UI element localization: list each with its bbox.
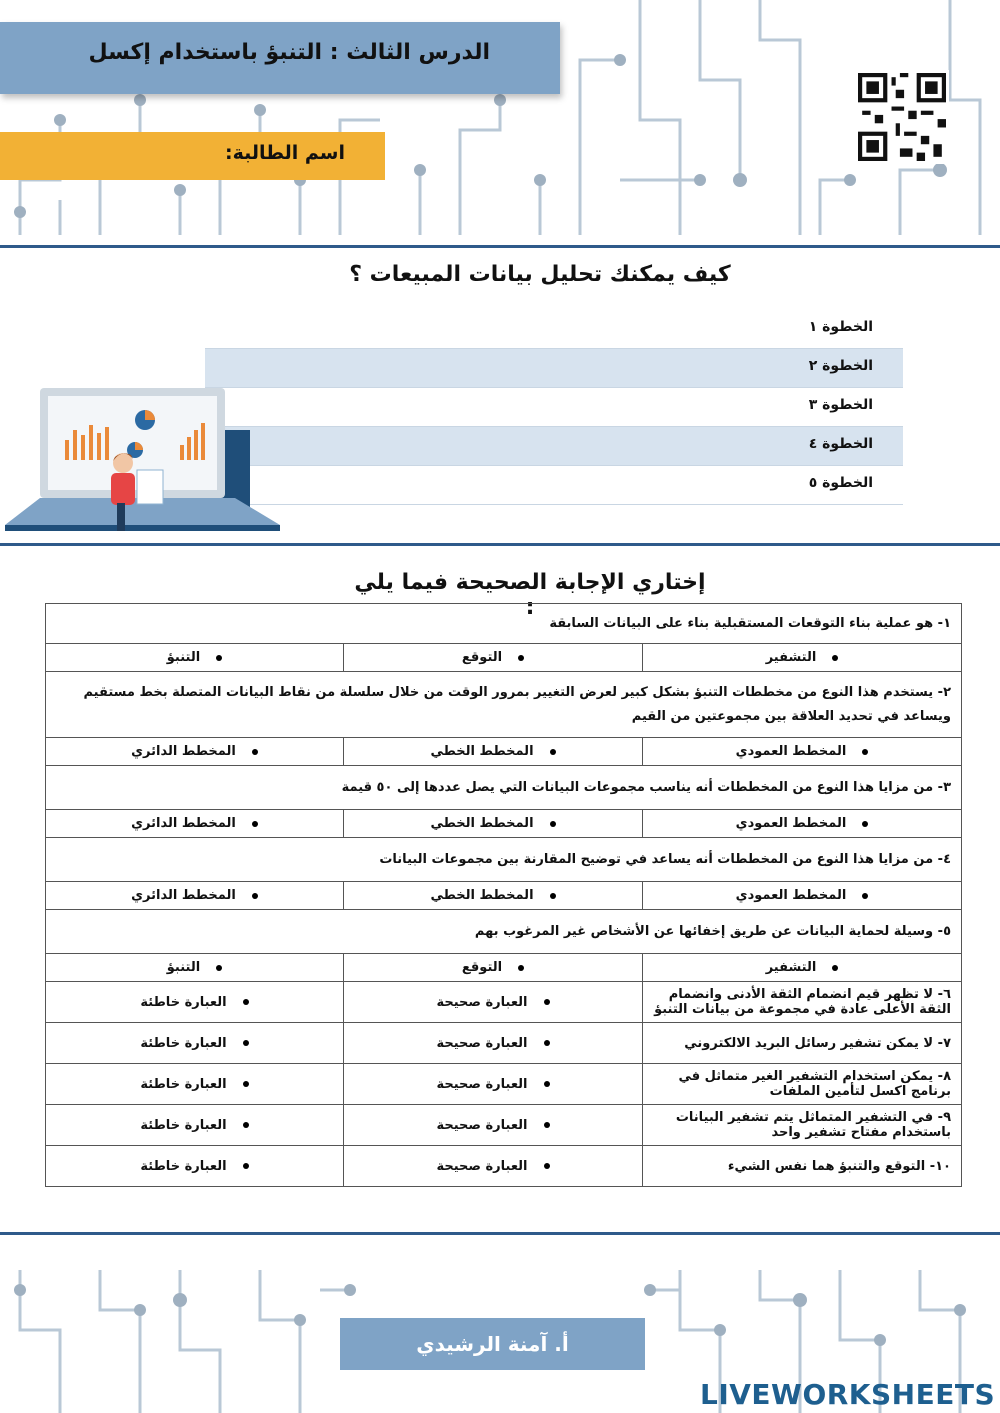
- lesson-title-banner: [0, 22, 560, 94]
- liveworksheets-logo: LIVEWORKSHEETS: [700, 1378, 996, 1411]
- option[interactable]: التوقع: [344, 644, 643, 672]
- option[interactable]: التنبؤ: [46, 954, 344, 982]
- tf-option-true[interactable]: العبارة صحيحة: [344, 1146, 643, 1187]
- student-name-label: اسم الطالبة:: [224, 142, 345, 164]
- option[interactable]: المخطط الدائري: [46, 810, 344, 838]
- tf-option-false[interactable]: العبارة خاطئة: [46, 1105, 344, 1146]
- option[interactable]: التنبؤ: [46, 644, 344, 672]
- tf-option-false[interactable]: العبارة خاطئة: [46, 1146, 344, 1187]
- section-title-sales: كيف يمكنك تحليل بيانات المبيعات ؟: [349, 262, 731, 287]
- question-text: ٧- لا يمكن تشفير رسائل البريد الالكتروني: [643, 1023, 962, 1064]
- question-text: ٦- لا تظهر قيم انضمام الثقة الأدنى وانضمام الثقة الأعلى عادة في مجموعة من بيانات التنبؤ: [643, 982, 962, 1023]
- lesson-title: الدرس الثالث : التنبؤ باستخدام إكسل: [88, 40, 490, 65]
- question-text: ٥- وسيلة لحماية البيانات عن طريق إخفائها عن الأشخاص غير المرغوب بهم: [46, 910, 962, 954]
- table-row: [46, 672, 962, 738]
- table-row: [46, 604, 962, 644]
- divider: [0, 543, 1000, 546]
- tf-option-true[interactable]: العبارة صحيحة: [344, 982, 643, 1023]
- option[interactable]: المخطط العمودي: [643, 738, 962, 766]
- question-text: ٨- يمكن استخدام التشفير الغير متماثل في برنامج اكسل لتأمين الملفات: [643, 1064, 962, 1105]
- option[interactable]: التشفير: [643, 644, 962, 672]
- question-text: ٢- يستخدم هذا النوع من مخططات التنبؤ بشكل كبير لعرض التغيير بمرور الوقت من خلال سلسلة من نقاط البيانات المتصلة بخط مستقيم ويساعد في تحديد العلاقة بين مجموعتين من القيم: [46, 672, 962, 738]
- qr-code-icon: [855, 70, 949, 164]
- table-row: [46, 838, 962, 882]
- question-text: ١٠- التوقع والتنبؤ هما نفس الشيء: [643, 1146, 962, 1187]
- table-row: [46, 982, 962, 1023]
- table-row: [46, 738, 962, 766]
- table-row: [46, 954, 962, 982]
- list-item: الخطوة ٥: [205, 466, 903, 505]
- question-text: ٣- من مزايا هذا النوع من المخططات أنه يناسب مجموعات البيانات التي يصل عددها إلى ٥٠ قيمة: [46, 766, 962, 810]
- table-row: [46, 910, 962, 954]
- option[interactable]: المخطط الخطي: [344, 810, 643, 838]
- divider: [0, 245, 1000, 248]
- tf-option-true[interactable]: العبارة صحيحة: [344, 1105, 643, 1146]
- table-row: [46, 766, 962, 810]
- tf-option-false[interactable]: العبارة خاطئة: [46, 1064, 344, 1105]
- table-row: [46, 1064, 962, 1105]
- steps-list: [205, 310, 903, 505]
- table-row: [46, 1105, 962, 1146]
- laptop-illustration: [5, 385, 285, 535]
- option[interactable]: المخطط الخطي: [344, 738, 643, 766]
- question-text: ١- هو عملية بناء التوقعات المستقبلية بناء على البيانات السابقة: [46, 604, 962, 644]
- teacher-name-box: [340, 1318, 645, 1370]
- option[interactable]: المخطط الدائري: [46, 738, 344, 766]
- table-row: [46, 810, 962, 838]
- tf-option-true[interactable]: العبارة صحيحة: [344, 1064, 643, 1105]
- option[interactable]: التوقع: [344, 954, 643, 982]
- table-row: [46, 882, 962, 910]
- section-title-quiz: إختاري الإجابة الصحيحة فيما يلي :: [354, 570, 706, 620]
- table-row: [46, 644, 962, 672]
- option[interactable]: التشفير: [643, 954, 962, 982]
- tf-option-false[interactable]: العبارة خاطئة: [46, 1023, 344, 1064]
- list-item: الخطوة ١: [205, 310, 903, 349]
- divider: [0, 1232, 1000, 1235]
- list-item: الخطوة ٣: [205, 388, 903, 427]
- table-row: [46, 1146, 962, 1187]
- table-row: [46, 1023, 962, 1064]
- option[interactable]: المخطط العمودي: [643, 810, 962, 838]
- tf-option-false[interactable]: العبارة خاطئة: [46, 982, 344, 1023]
- questions-table: [45, 603, 962, 1187]
- option[interactable]: المخطط الخطي: [344, 882, 643, 910]
- question-text: ٤- من مزايا هذا النوع من المخططات أنه يساعد في توضيح المقارنة بين مجموعات البيانات: [46, 838, 962, 882]
- teacher-name: أ. آمنة الرشيدي: [416, 1332, 569, 1356]
- list-item: الخطوة ٤: [205, 427, 903, 466]
- question-text: ٩- في التشفير المتماثل يتم تشفير البيانات باستخدام مفتاح تشفير واحد: [643, 1105, 962, 1146]
- student-name-banner: [0, 132, 385, 180]
- list-item: الخطوة ٢: [205, 349, 903, 388]
- option[interactable]: المخطط العمودي: [643, 882, 962, 910]
- option[interactable]: المخطط الدائري: [46, 882, 344, 910]
- tf-option-true[interactable]: العبارة صحيحة: [344, 1023, 643, 1064]
